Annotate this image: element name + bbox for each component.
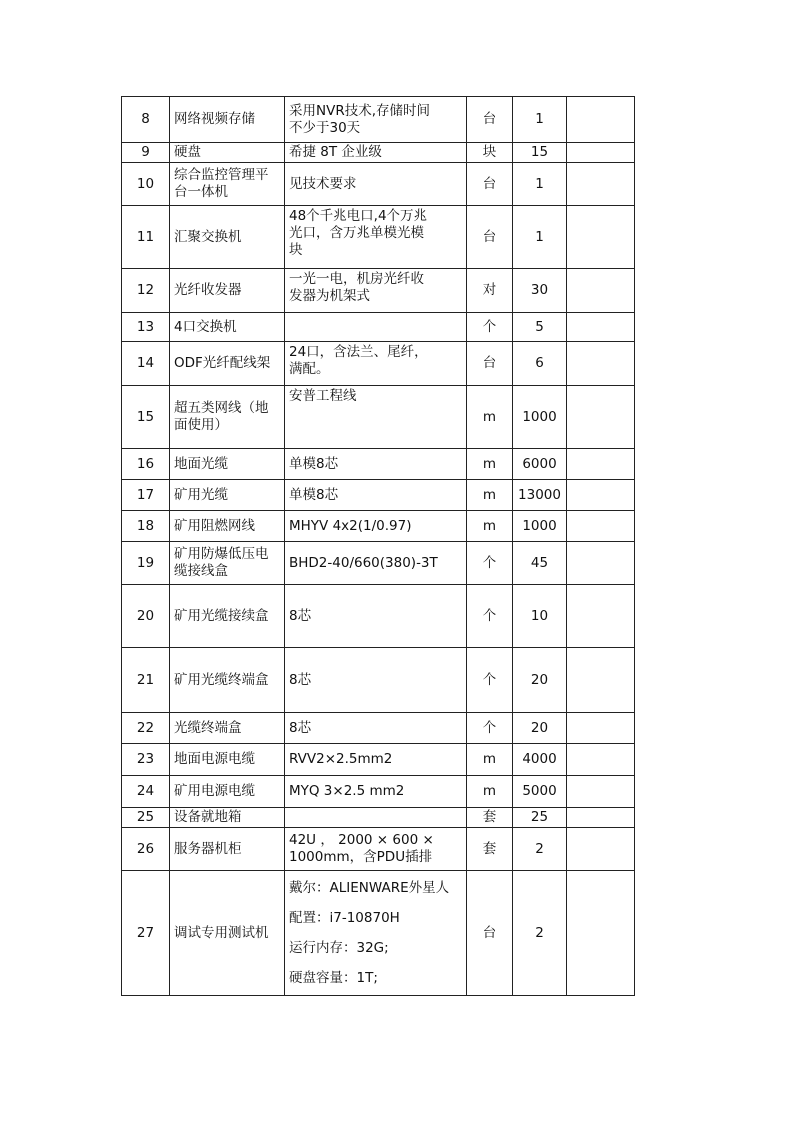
remarks-cell bbox=[567, 97, 635, 143]
row-number-cell: 19 bbox=[122, 542, 170, 585]
spec-cell bbox=[285, 828, 467, 871]
table-row bbox=[122, 163, 635, 206]
spec-cell bbox=[285, 449, 467, 480]
quantity-cell: 20 bbox=[513, 713, 567, 744]
row-number-cell: 23 bbox=[122, 744, 170, 776]
quantity-cell: 30 bbox=[513, 269, 567, 313]
remarks-cell bbox=[567, 744, 635, 776]
unit-cell: 个 bbox=[467, 313, 513, 342]
row-number-cell: 8 bbox=[122, 97, 170, 143]
spec-cell bbox=[285, 713, 467, 744]
spec-line: BHD2-40/660(380)-3T bbox=[289, 554, 438, 571]
table-row bbox=[122, 542, 635, 585]
spec-cell bbox=[285, 480, 467, 511]
quantity-cell: 1 bbox=[513, 97, 567, 143]
spec-cell bbox=[285, 342, 467, 386]
row-number-cell: 13 bbox=[122, 313, 170, 342]
unit-cell: 台 bbox=[467, 871, 513, 996]
spec-line: 单模8芯 bbox=[289, 486, 339, 503]
quantity-cell: 15 bbox=[513, 143, 567, 163]
spec-cell bbox=[285, 206, 467, 269]
quantity-cell: 10 bbox=[513, 585, 567, 648]
remarks-cell bbox=[567, 386, 635, 449]
unit-cell: 个 bbox=[467, 648, 513, 713]
item-name-cell: 地面光缆 bbox=[170, 449, 285, 480]
unit-cell: 个 bbox=[467, 713, 513, 744]
row-number-cell: 14 bbox=[122, 342, 170, 386]
remarks-cell bbox=[567, 449, 635, 480]
unit-cell: 套 bbox=[467, 828, 513, 871]
remarks-cell bbox=[567, 313, 635, 342]
item-name-cell: 光缆终端盒 bbox=[170, 713, 285, 744]
quantity-cell: 1000 bbox=[513, 511, 567, 542]
remarks-cell bbox=[567, 648, 635, 713]
spec-cell bbox=[285, 269, 467, 313]
spec-line: 42U ， 2000 × 600 × bbox=[289, 832, 434, 848]
remarks-cell bbox=[567, 713, 635, 744]
unit-cell: 个 bbox=[467, 542, 513, 585]
spec-line: 8芯 bbox=[289, 671, 312, 688]
table-row bbox=[122, 449, 635, 480]
row-number-cell: 20 bbox=[122, 585, 170, 648]
table-row bbox=[122, 871, 635, 996]
remarks-cell bbox=[567, 342, 635, 386]
table-row bbox=[122, 808, 635, 828]
spec-line: 块 bbox=[289, 242, 303, 258]
spec-line: MHYV 4x2(1/0.97) bbox=[289, 517, 412, 534]
table-row bbox=[122, 776, 635, 808]
spec-cell bbox=[285, 776, 467, 808]
item-name-cell: 矿用光缆接续盒 bbox=[170, 585, 285, 648]
row-number-cell: 21 bbox=[122, 648, 170, 713]
remarks-cell bbox=[567, 163, 635, 206]
quantity-cell: 2 bbox=[513, 828, 567, 871]
spec-line: 戴尔：ALIENWARE外星人 bbox=[289, 880, 450, 896]
remarks-cell bbox=[567, 828, 635, 871]
unit-cell: 台 bbox=[467, 206, 513, 269]
table-row bbox=[122, 97, 635, 143]
spec-line: 8芯 bbox=[289, 719, 312, 736]
row-number-cell: 15 bbox=[122, 386, 170, 449]
table-row bbox=[122, 585, 635, 648]
remarks-cell bbox=[567, 511, 635, 542]
remarks-cell bbox=[567, 206, 635, 269]
unit-cell: m bbox=[467, 386, 513, 449]
unit-cell: m bbox=[467, 511, 513, 542]
table-row bbox=[122, 206, 635, 269]
quantity-cell: 1 bbox=[513, 163, 567, 206]
spec-cell bbox=[285, 744, 467, 776]
spec-cell bbox=[285, 808, 467, 828]
remarks-cell bbox=[567, 480, 635, 511]
spec-cell bbox=[285, 386, 467, 449]
spec-line: 48个千兆电口,4个万兆 bbox=[289, 208, 428, 224]
spec-line: MYQ 3×2.5 mm2 bbox=[289, 783, 405, 799]
row-number-cell: 10 bbox=[122, 163, 170, 206]
remarks-cell bbox=[567, 269, 635, 313]
item-name-cell: ODF光纤配线架 bbox=[170, 342, 285, 386]
item-name-cell: 超五类网线（地面使用） bbox=[170, 386, 285, 449]
row-number-cell: 11 bbox=[122, 206, 170, 269]
spec-line: 希捷 8T 企业级 bbox=[289, 144, 382, 160]
item-name-cell: 地面电源电缆 bbox=[170, 744, 285, 776]
spec-line: 光口，含万兆单模光模 bbox=[289, 225, 424, 241]
spec-line: 硬盘容量：1T; bbox=[289, 970, 378, 986]
table-row bbox=[122, 744, 635, 776]
spec-line: 24口，含法兰、尾纤， bbox=[289, 344, 428, 360]
equipment-table bbox=[121, 96, 635, 996]
spec-cell bbox=[285, 871, 467, 996]
spec-cell bbox=[285, 511, 467, 542]
spec-cell bbox=[285, 648, 467, 713]
item-name-cell: 矿用光缆终端盒 bbox=[170, 648, 285, 713]
item-name-cell: 矿用光缆 bbox=[170, 480, 285, 511]
item-name-cell: 硬盘 bbox=[170, 143, 285, 163]
remarks-cell bbox=[567, 143, 635, 163]
quantity-cell: 20 bbox=[513, 648, 567, 713]
spec-line: 单模8芯 bbox=[289, 455, 339, 472]
quantity-cell: 1 bbox=[513, 206, 567, 269]
unit-cell: 台 bbox=[467, 97, 513, 143]
quantity-cell: 1000 bbox=[513, 386, 567, 449]
item-name-cell: 光纤收发器 bbox=[170, 269, 285, 313]
item-name-cell: 矿用阻燃网线 bbox=[170, 511, 285, 542]
table-row bbox=[122, 313, 635, 342]
spec-line: 运行内存：32G; bbox=[289, 940, 389, 956]
unit-cell: m bbox=[467, 776, 513, 808]
item-name-cell: 设备就地箱 bbox=[170, 808, 285, 828]
spec-cell bbox=[285, 97, 467, 143]
spec-cell bbox=[285, 143, 467, 163]
quantity-cell: 6000 bbox=[513, 449, 567, 480]
row-number-cell: 18 bbox=[122, 511, 170, 542]
unit-cell: 台 bbox=[467, 163, 513, 206]
table-row bbox=[122, 828, 635, 871]
quantity-cell: 6 bbox=[513, 342, 567, 386]
row-number-cell: 9 bbox=[122, 143, 170, 163]
row-number-cell: 16 bbox=[122, 449, 170, 480]
spec-cell bbox=[285, 163, 467, 206]
table-row bbox=[122, 480, 635, 511]
table-row bbox=[122, 143, 635, 163]
quantity-cell: 13000 bbox=[513, 480, 567, 511]
row-number-cell: 24 bbox=[122, 776, 170, 808]
quantity-cell: 25 bbox=[513, 808, 567, 828]
spec-line: 采用NVR技术,存储时间 bbox=[289, 102, 431, 119]
equipment-table-body bbox=[122, 97, 635, 996]
spec-line: 满配。 bbox=[289, 361, 330, 377]
spec-line: 配置：i7-10870H bbox=[289, 910, 400, 926]
row-number-cell: 27 bbox=[122, 871, 170, 996]
spec-line: 8芯 bbox=[289, 607, 312, 624]
remarks-cell bbox=[567, 871, 635, 996]
spec-line: 见技术要求 bbox=[289, 175, 357, 192]
quantity-cell: 5 bbox=[513, 313, 567, 342]
unit-cell: m bbox=[467, 480, 513, 511]
spec-cell bbox=[285, 585, 467, 648]
remarks-cell bbox=[567, 808, 635, 828]
item-name-cell: 网络视频存储 bbox=[170, 97, 285, 143]
item-name-cell: 服务器机柜 bbox=[170, 828, 285, 871]
unit-cell: 套 bbox=[467, 808, 513, 828]
item-name-cell: 综合监控管理平台一体机 bbox=[170, 163, 285, 206]
item-name-cell: 矿用电源电缆 bbox=[170, 776, 285, 808]
remarks-cell bbox=[567, 542, 635, 585]
unit-cell: 块 bbox=[467, 143, 513, 163]
item-name-cell: 矿用防爆低压电缆接线盒 bbox=[170, 542, 285, 585]
remarks-cell bbox=[567, 776, 635, 808]
table-row bbox=[122, 511, 635, 542]
spec-line: 发器为机架式 bbox=[289, 288, 370, 304]
spec-cell bbox=[285, 313, 467, 342]
spec-line: RVV2×2.5mm2 bbox=[289, 751, 393, 767]
row-number-cell: 26 bbox=[122, 828, 170, 871]
quantity-cell: 4000 bbox=[513, 744, 567, 776]
item-name-cell: 汇聚交换机 bbox=[170, 206, 285, 269]
table-row bbox=[122, 713, 635, 744]
table-row bbox=[122, 386, 635, 449]
item-name-cell: 调试专用测试机 bbox=[170, 871, 285, 996]
row-number-cell: 22 bbox=[122, 713, 170, 744]
spec-line: 不少于30天 bbox=[289, 119, 361, 136]
unit-cell: 对 bbox=[467, 269, 513, 313]
spec-line: 一光一电，机房光纤收 bbox=[289, 271, 424, 287]
quantity-cell: 2 bbox=[513, 871, 567, 996]
item-name-cell: 4口交换机 bbox=[170, 313, 285, 342]
spec-line: 1000mm，含PDU插排 bbox=[289, 849, 433, 865]
quantity-cell: 5000 bbox=[513, 776, 567, 808]
table-row bbox=[122, 342, 635, 386]
row-number-cell: 12 bbox=[122, 269, 170, 313]
row-number-cell: 17 bbox=[122, 480, 170, 511]
spec-cell bbox=[285, 542, 467, 585]
quantity-cell: 45 bbox=[513, 542, 567, 585]
row-number-cell: 25 bbox=[122, 808, 170, 828]
spec-line: 安普工程线 bbox=[289, 388, 357, 404]
remarks-cell bbox=[567, 585, 635, 648]
table-row bbox=[122, 269, 635, 313]
unit-cell: 个 bbox=[467, 585, 513, 648]
unit-cell: m bbox=[467, 744, 513, 776]
unit-cell: 台 bbox=[467, 342, 513, 386]
table-row bbox=[122, 648, 635, 713]
unit-cell: m bbox=[467, 449, 513, 480]
